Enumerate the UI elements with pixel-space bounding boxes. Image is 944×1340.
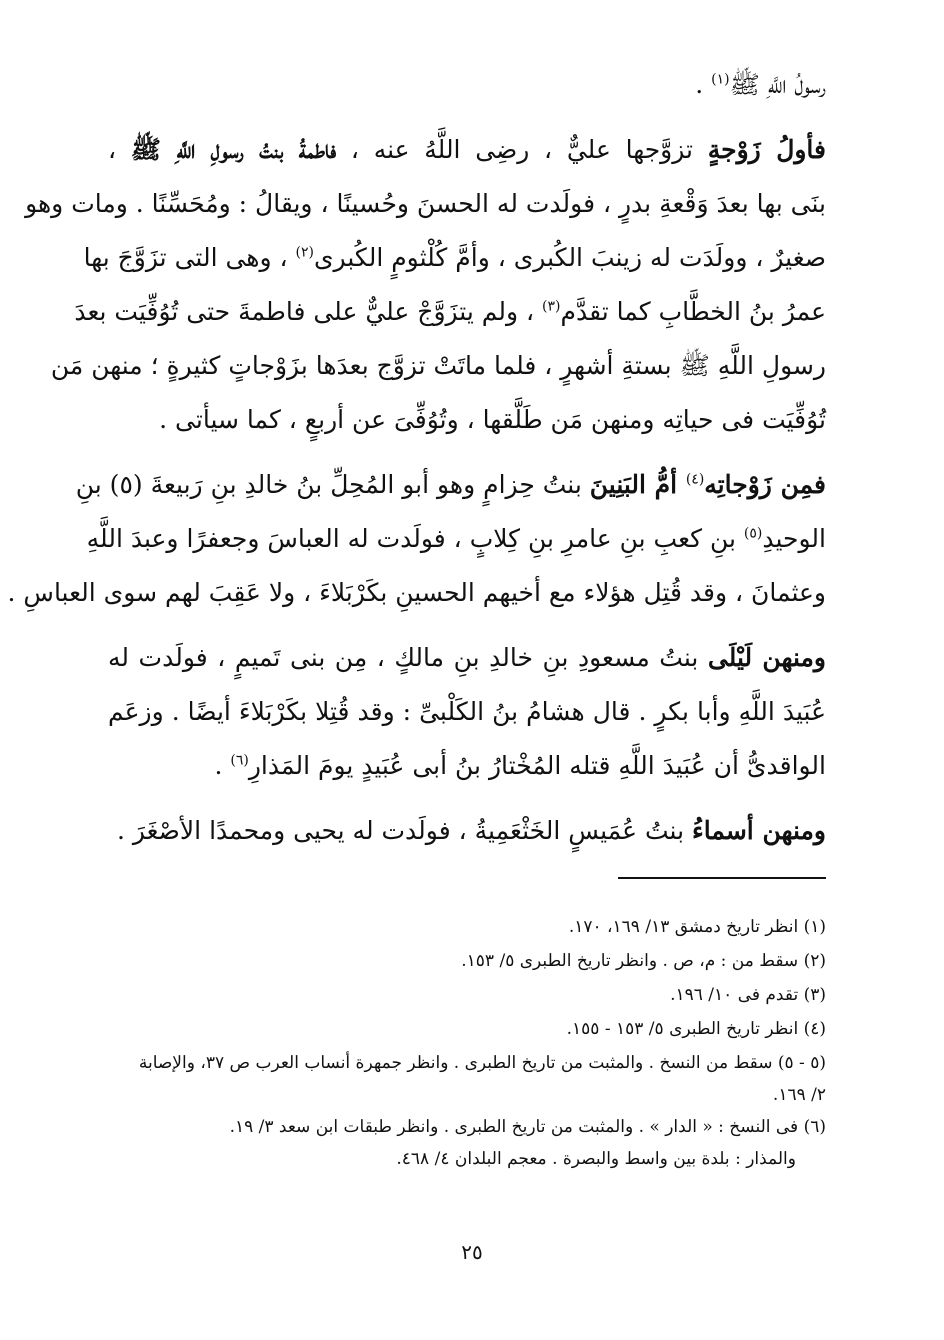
- footnote-continuation: والمذار : بلدة بين واسط والبصرة . معجم البلدان ٤/ ٤٦٨.: [396, 1149, 796, 1169]
- line-text: وعثمانَ ، وقد قُتِل هؤلاء مع أخيهم الحسينِ بكَرْبَلاءَ ، ولا عَقِبَ لهم سوى العباسِ .: [7, 578, 826, 607]
- line-text: تزوَّجها عليٌّ ، رضِى اللَّهُ عنه ،: [336, 135, 708, 164]
- line-text: الواقدىُّ أن عُبَيدَ اللَّهِ قتله المُخْتارُ بنُ أبى عُبَيدٍ يومَ المَذارِ: [248, 751, 826, 780]
- line-text: رسولِ اللَّهِ ﷺ بستةِ أشهرٍ ، فلما ماتَتْ تزوَّج بعدَها بزَوْجاتٍ كثيرةٍ ؛ منهن مَن: [50, 351, 826, 380]
- main-text: [7, 58, 826, 858]
- text-line: [50, 339, 826, 393]
- line-text: .: [695, 70, 712, 99]
- bold-phrase: ومنهن لَيْلَى: [707, 643, 826, 672]
- bold-phrase: فأولُ زَوْجةٍ: [707, 135, 826, 164]
- line-text: ، ولم يتزَوَّجْ عليٌّ على فاطمةَ حتى تُوُفِّيَت بعدَ: [74, 297, 543, 326]
- line-text: ،: [108, 135, 131, 164]
- line-text: بنتُ عُمَيسٍ الخَثْعَمِيةُ ، فولَدت له يحيى ومحمدًا الأصْغَرَ .: [116, 816, 693, 845]
- text-line: [75, 458, 826, 512]
- line-text: رسولُ اللَّهِ ﷺ: [729, 70, 826, 99]
- bold-phrase: أمُّ البَنِينَ: [589, 470, 686, 499]
- line-text: بنِ كعبِ بنِ عامرِ بنِ كِلابٍ ، فولَدت له العباسَ وجعفرًا وعبدَ اللَّهِ: [86, 524, 744, 553]
- text-line: [25, 177, 826, 231]
- text-line: [74, 285, 826, 339]
- footnote-marker: (١): [711, 71, 730, 88]
- bold-phrase: فمِن زَوْجاتِه: [704, 470, 826, 499]
- footnote: (٣) تقدم فى ١٠/ ١٩٦.: [670, 985, 826, 1005]
- line-text: الوحيدِ: [762, 524, 826, 553]
- text-line: [7, 566, 826, 620]
- footnote: (١) انظر تاريخ دمشق ١٣/ ١٦٩، ١٧٠.: [568, 917, 826, 937]
- footnote: (٢) سقط من : م، ص . وانظر تاريخ الطبرى ٥/ ١٥٣.: [461, 951, 826, 971]
- line-text: تُوُفِّيَت فى حياتِه ومنهن مَن طَلَّقها ، وتُوُفِّىَ عن أربعٍ ، كما سيأتى .: [159, 405, 826, 434]
- text-line: [108, 739, 826, 793]
- text-line: [108, 804, 826, 858]
- bold-phrase: ومنهن أسماءُ: [692, 816, 826, 845]
- line-text: ، وهى التى تزَوَّجَ بها: [83, 243, 296, 272]
- footnote: (٤) انظر تاريخ الطبرى ٥/ ١٥٣ - ١٥٥.: [566, 1019, 826, 1039]
- line-text: عُبَيدَ اللَّهِ وأبا بكرٍ . قال هشامُ بنُ الكَلْبىِّ : وقد قُتِلا بكَرْبَلاءَ أيضًا . وزعَم: [108, 697, 826, 726]
- footnote-marker: (٦): [230, 752, 249, 769]
- text-line: [108, 631, 826, 685]
- footnote-marker: (٣): [542, 298, 561, 315]
- line-text: .: [214, 751, 231, 780]
- footnote: (٥ - ٥) سقط من النسخ . والمثبت من تاريخ الطبرى . وانظر جمهرة أنساب العرب ص ٣٧، والإصابة: [138, 1053, 826, 1073]
- footnote-continuation: ٢/ ١٦٩.: [772, 1085, 826, 1105]
- line-text: بنَى بها بعدَ وَقْعةِ بدرٍ ، فولَدت له الحسنَ وحُسينًا ، ويقالُ : ومُحَسِّنًا . ومات وهو: [25, 189, 826, 218]
- line-text: بنتُ حِزامٍ وهو أبو المُحِلِّ بنُ خالدِ بنِ رَبيعةَ (٥) بنِ: [75, 470, 590, 499]
- bold-phrase: فاطمةُ بنتُ رسولِ اللَّهِ ﷺ: [130, 135, 337, 164]
- footnote-marker: (٥): [743, 525, 763, 542]
- text-line: [108, 685, 826, 739]
- text-line: [108, 58, 826, 112]
- text-line: [108, 393, 826, 447]
- line-text: صغيرٌ ، وولَدَت له زينبَ الكُبرى ، وأمَّ كُلْثومٍ الكُبرى: [313, 243, 826, 272]
- footnotes: [108, 910, 826, 1174]
- text-line: [86, 512, 826, 566]
- footnote: (٦) فى النسخ : « الدار » . والمثبت من تاريخ الطبرى . وانظر طبقات ابن سعد ٣/ ١٩.: [229, 1117, 826, 1137]
- footnote-marker: (٢): [295, 244, 314, 261]
- line-text: عمرُ بنُ الخطَّابِ كما تقدَّم: [560, 297, 826, 326]
- text-line: [83, 231, 826, 285]
- text-line: [108, 123, 826, 177]
- line-text: بنتُ مسعودِ بنِ خالدِ بنِ مالكٍ ، مِن بنى تَميمٍ ، فولَدت له: [108, 643, 708, 672]
- page-number: ٢٥: [461, 1240, 483, 1264]
- footnote-marker: (٤): [685, 471, 705, 488]
- footnote-separator: [618, 877, 826, 879]
